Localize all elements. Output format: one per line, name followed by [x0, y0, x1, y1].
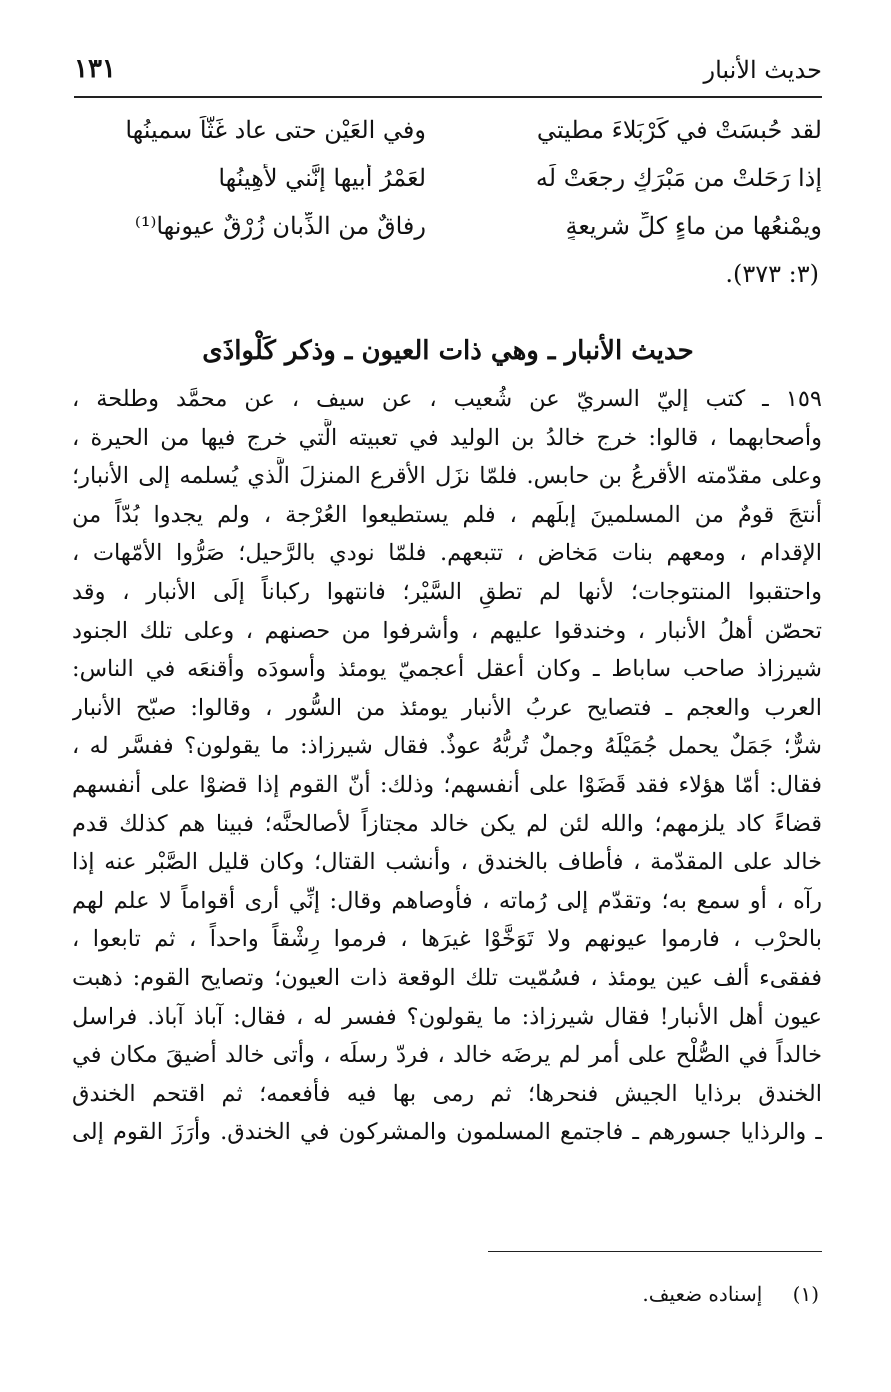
running-header — [74, 52, 822, 96]
body-line: واحتقبوا المنتوجات؛ لأنها لم تطقِ السَّيْر؛ فانتهوا ركباناً إلَى الأنبار ، وقد — [72, 578, 822, 605]
body-line: عيون أهل الأنبار! فقال شيرزاذ: ما يقولون؟ ففسر له ، فقال: آباذ آباذ. فراسل — [72, 1003, 822, 1030]
body-line: فقال: أمّا هؤلاء فقد قَضَوْا على أنفسهم؛ وذلك: أنّ القوم إذا قضوْا على أنفسهم — [72, 771, 822, 798]
body-line: العرب والعجم ـ فتصايح عربُ الأنبار يومئذ من السُّور ، وقالوا: صبّح الأنبار — [72, 694, 822, 721]
verse-line — [74, 116, 822, 156]
body-text — [72, 380, 822, 1152]
section-heading: حديث الأنبار ـ وهي ذات العيون ـ وذكر كَلْواذَى — [202, 336, 694, 366]
verse-first-hemistich: لقد حُبسَتْ في كَرْبَلاءَ مطيتي — [536, 116, 822, 144]
body-line: شرٌّ؛ جَمَلٌ يحمل جُمَيْلَهُ وجملٌ تُربُّهُ عوذٌ. فقال شيرزاذ: ما يقولون؟ ففسَّر له ، — [72, 733, 822, 760]
verse-line — [74, 164, 822, 204]
page-number: ١٣١ — [74, 54, 116, 84]
footnote — [642, 1282, 819, 1306]
verse-second-hemistich: لعَمْرُ أبيها إنَّني لأهِينُها — [218, 164, 426, 192]
body-line: وأصحابهما ، قالوا: خرج خالدُ بن الوليد في تعبيته الَّتي خرج فيها من الحيرة ، — [72, 424, 822, 451]
body-line: ففقىء ألف عين يومئذ ، فسُمّيت تلك الوقعة ذات العيون؛ وتصايح القوم: ذهبت — [72, 964, 822, 991]
body-line: بالحرْب ، فارموا عيونهم ولا تَوَخَّوْا غيرَها ، فرموا رِشْقاً واحداً ، ثم تابعوا ، — [72, 926, 822, 953]
footnote-text: إسناده ضعيف. — [642, 1282, 763, 1306]
verse-second-hemistich: رِفاقٌ من الذِّبانِ زُرْقٌ عيونها⁽¹⁾ — [134, 212, 426, 240]
body-line: خالداً في الصُّلْح على أمر لم يرضَه خالد ، فردّ رسلَه ، وأتى خالد أضيقَ مكان في — [72, 1042, 822, 1069]
body-line: قضاءً كاد يلزمهم؛ والله لئن لم يكن خالد مجتازاً لأصالحنَّه؛ فبينا هم كذلك قدم — [72, 810, 822, 837]
body-line: ـ والرذايا جسورهم ـ فاجتمع المسلمون والمشركون في الخندق. وأرَزَ القوم إلى — [72, 1119, 822, 1146]
body-line: وعلى مقدّمته الأقرعُ بن حابس. فلمّا نزَل الأقرع المنزلَ الَّذي يُسلمه إلى الأنبار؛ — [72, 463, 822, 490]
body-line: رآه ، أو سمع به؛ وتقدّم إلى رُماته ، فأوصاهم وقال: إنِّي أرى أقواماً لا علم لهم — [72, 887, 822, 914]
body-line: الخندق برذايا الجيش فنحرها؛ ثم رمى بها فيه فأفعمه؛ ثم اقتحم الخندق — [72, 1080, 822, 1107]
body-line: الإقدام ، ومعهم بنات مَخاض ، تتبعهم. فلمّا نودي بالرَّحيل؛ صَرُّوا الأمّهات ، — [72, 540, 822, 567]
header-rule — [74, 96, 822, 98]
body-line: أنتجَ قومٌ من المسلمينَ إبلَهم ، فلم يستطيعوا العُرْجة ، ولم يجدوا بُدّاً من — [72, 501, 822, 528]
verse-first-hemistich: ويمْنعُها من ماءٍ كلِّ شريعةٍ — [565, 212, 822, 240]
footnote-number: (١) — [792, 1282, 819, 1306]
body-line: خالد على المقدّمة ، فأطاف بالخندق ، وأنشب القتال؛ وكان قليل الصَّبْر عنه إذا — [72, 849, 822, 876]
body-line: تحصّن أهلُ الأنبار ، وخندقوا عليهم ، وأشرفوا من حصنهم ، وعلى تلك الجنود — [72, 617, 822, 644]
running-title: حديث الأنبار — [703, 56, 822, 84]
footnote-rule — [488, 1251, 822, 1252]
verse-line — [74, 212, 822, 252]
verse-first-hemistich: إذا رَحَلتْ من مَبْرَكٍ رجعَتْ لَه — [535, 164, 822, 192]
body-line: شيرزاذ صاحب ساباط ـ وكان أعقل أعجميّ يومئذ وأسودَه وأقنعَه في الناس: — [72, 656, 822, 683]
verse-second-hemistich: وفي العَيْنِ حتى عاد غَثّاً سمينُها — [125, 116, 426, 144]
body-line: ١٥٩ ـ كتب إليّ السريّ عن شُعيب ، عن سيف ، عن محمَّد وطلحة ، — [72, 386, 822, 412]
source-reference: (٣: ٣٧٣). — [725, 260, 819, 288]
